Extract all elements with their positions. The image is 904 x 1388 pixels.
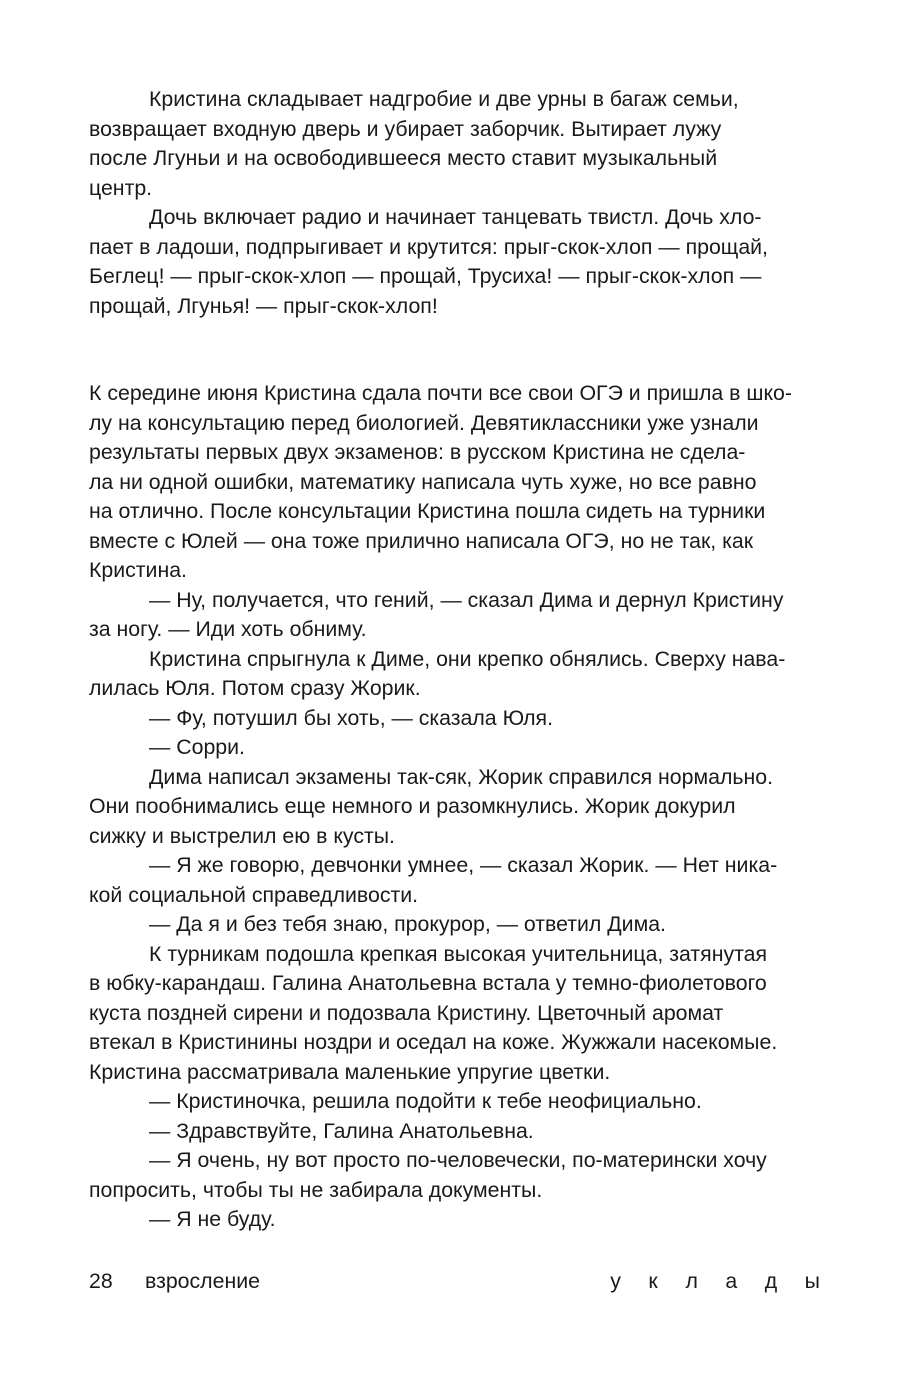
text-line: втекал в Кристинины ноздри и оседал на коже. Жужжали насекомые. (89, 1030, 778, 1054)
text-line: за ногу. — Иди хоть обниму. (89, 617, 367, 641)
text-line: попросить, чтобы ты не забирала документы. (89, 1177, 543, 1202)
text-line: куста поздней сирени и подозвала Кристину. Цветочный аромат (89, 1000, 724, 1025)
text-line: — Здравствуйте, Галина Анатольевна. (149, 1118, 534, 1143)
text-line: — Да я и без тебя знаю, прокурор, — ответил Дима. (149, 912, 666, 936)
text-line: Кристина спрыгнула к Диме, они крепко обнялись. Сверху нава- (149, 646, 786, 671)
text-line: — Я не буду. (149, 1207, 276, 1231)
text-block-first (89, 85, 824, 321)
text-line: после Лгуньи и на освободившееся место ставит музыкальный (89, 146, 718, 170)
text-line: в юбку-карандаш. Галина Анатольевна встала у темно-фиолетового (89, 971, 767, 995)
text-line: Дочь включает радио и начинает танцевать твистл. Дочь хло- (149, 205, 762, 229)
text-line: вместе с Юлей — она тоже прилично написала ОГЭ, но не так, как (89, 528, 754, 553)
text-line: возвращает входную дверь и убирает заборчик. Вытирает лужу (89, 116, 722, 141)
page-number: 28 (89, 1269, 113, 1293)
text-line: К турникам подошла крепкая высокая учительница, затянутая (149, 941, 767, 966)
text-line: — Кристиночка, решила подойти к тебе неофициально. (149, 1089, 702, 1113)
text-line: на отлично. После консультации Кристина пошла сидеть на турники (89, 499, 766, 523)
text-line: — Я очень, ну вот просто по-человечески, по-матерински хочу (149, 1148, 767, 1172)
text-line: — Я же говорю, девчонки умнее, — сказал Жорик. — Нет ника- (149, 853, 778, 877)
text-line: кой социальной справедливости. (89, 882, 419, 907)
text-line: Они пообнимались еще немного и разомкнулись. Жорик докурил (89, 794, 736, 818)
text-line: К середине июня Кристина сдала почти все свои ОГЭ и пришла в шко- (89, 381, 792, 405)
text-line: — Фу, потушил бы хоть, — сказала Юля. (149, 705, 554, 730)
text-block-second (89, 379, 824, 1235)
text-line: лу на консультацию перед биологией. Девятиклассники уже узнали (89, 410, 759, 435)
text-line: Кристина складывает надгробие и две урны в багаж семьи, (149, 87, 739, 111)
text-line: прощай, Лгунья! — прыг-скок-хлоп! (89, 293, 438, 318)
text-line: сижку и выстрелил ею в кусты. (89, 823, 395, 848)
text-line: ла ни одной ошибки, математику написала чуть хуже, но все равно (89, 469, 757, 494)
text-line: результаты первых двух экзаменов: в русском Кристина не сдела- (89, 440, 746, 464)
text-line: Кристина рассматривала маленькие упругие цветки. (89, 1059, 611, 1084)
text-line: лилась Юля. Потом сразу Жорик. (89, 676, 421, 700)
text-line: Кристина. (89, 558, 187, 582)
page-footer (89, 1265, 848, 1297)
text-line: Беглец! — прыг-скок-хлоп — прощай, Трусиха! — прыг-скок-хлоп — (89, 264, 762, 288)
section-title: взросление (145, 1269, 260, 1293)
text-line: — Ну, получается, что гений, — сказал Дима и дернул Кристину (149, 587, 784, 612)
journal-title: уклады (610, 1269, 848, 1293)
text-line: Дима написал экзамены так-сяк, Жорик справился нормально. (149, 764, 774, 789)
text-line: пает в ладоши, подпрыгивает и крутится: прыг-скок-хлоп — прощай, (89, 234, 768, 259)
text-line: — Сорри. (149, 735, 245, 759)
text-line: центр. (89, 175, 153, 200)
